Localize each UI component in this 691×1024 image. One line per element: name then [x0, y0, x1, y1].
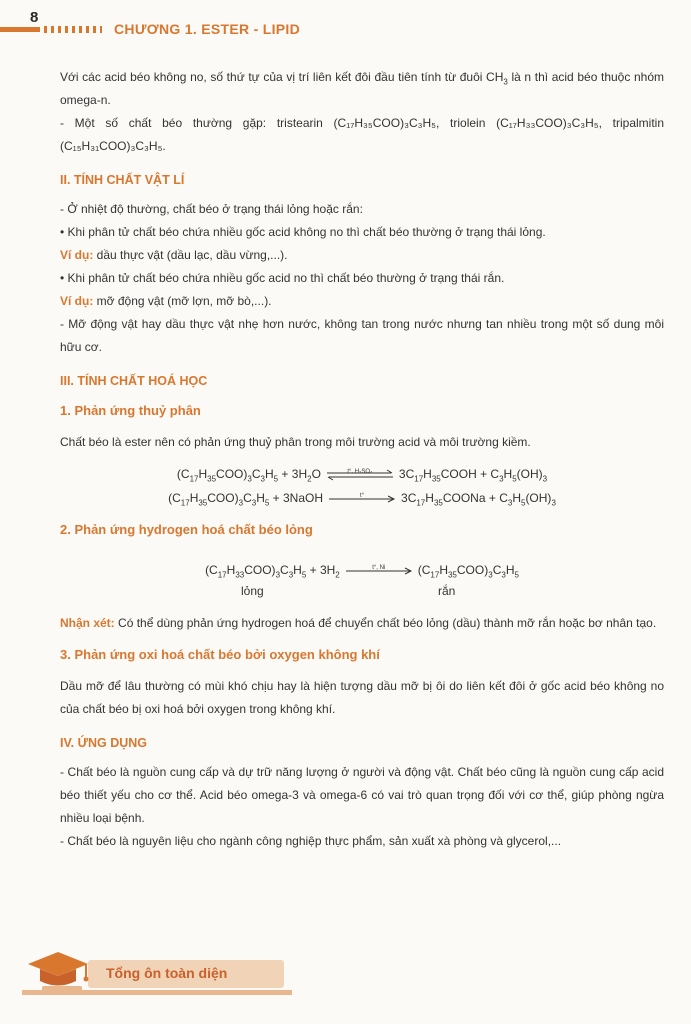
hydrogenation-title: 2. Phản ứng hydrogen hoá chất béo lỏng [60, 522, 313, 537]
state-labels [60, 582, 664, 604]
state-liquid: lỏng [241, 584, 264, 598]
page-number: 8 [30, 9, 39, 26]
page-header [0, 9, 691, 52]
physical-line-1: - Ở nhiệt độ thường, chất béo ở trạng thái lỏng hoặc rắn: [60, 202, 363, 216]
common-fats-paragraph: - Một số chất béo thường gặp: tristearin (C₁₇H₃₅COO)₃C₃H₅, triolein (C₁₇H₃₃COO)₃C₃H₅, tripalmitin (C₁₅H₃₁COO)₃C₃H₅. [60, 116, 664, 153]
state-solid: rắn [438, 584, 456, 598]
content [60, 66, 664, 853]
applications-line-1: - Chất béo là nguồn cung cấp và dự trữ năng lượng ở người và động vật. Chất béo cũng là nguồn cung cấp acid béo thiết yếu cho cơ thể. Acid béo omega-3 và omega-6 có vai trò quan trọng đối với cơ thể, giúp phòng ngừa nhiều loại bệnh. [60, 765, 664, 825]
applications-line-2: - Chất béo là nguyên liệu cho ngành công nghiệp thực phẩm, sản xuất xà phòng và glycerol,... [60, 834, 562, 848]
equation-hydrogenation: $(C_{17}H_{33}COO)_3C_3H_5 + 3H_2$ t°, Ni $(C_{17}H_{35}COO)_3C_3H_5$ [205, 563, 519, 580]
section-chemical-title: III. TÍNH CHẤT HOÁ HỌC [60, 374, 208, 388]
hydrolysis-text: Chất béo là ester nên có phản ứng thuỷ phân trong môi trường acid và môi trường kiềm. [60, 435, 531, 449]
chapter-title: CHƯƠNG 1. ESTER - LIPID [114, 21, 301, 37]
example-1: Ví dụ: dầu thực vật (dầu lạc, dầu vừng,...). [60, 248, 288, 262]
footer [22, 948, 282, 1008]
oxidation-text: Dầu mỡ để lâu thường có mùi khó chịu hay là hiện tượng dầu mỡ bị ôi do liên kết đôi ở gốc acid béo không no của chất béo bị oxi hoá bởi oxygen trong không khí. [60, 679, 664, 716]
physical-line-2: • Khi phân tử chất béo chứa nhiều gốc acid không no thì chất béo thường ở trạng thái lỏng. [60, 225, 546, 239]
equation-acid-hydrolysis: $(C_{17}H_{35}COO)_3C_3H_5 + 3H_2O$ t°, H₂SO₄ $3C_{17}H_{35}COOH + C_3H_5(OH)_3$ [176, 467, 548, 484]
physical-line-3: • Khi phân tử chất béo chứa nhiều gốc acid no thì chất béo thường ở trạng thái rắn. [60, 271, 505, 285]
footer-brand: Tổng ôn toàn diện [106, 965, 228, 981]
section-applications-title: IV. ỨNG DỤNG [60, 736, 148, 750]
physical-line-4: - Mỡ động vật hay dầu thực vật nhẹ hơn nước, không tan trong nước nhưng tan nhiều trong một số dung môi hữu cơ. [60, 317, 664, 354]
reversible-arrow: t°, H₂SO₄ [325, 468, 395, 482]
forward-arrow: t°, Ni [344, 564, 414, 578]
graduation-cap-icon [22, 948, 94, 996]
forward-arrow: t° [327, 492, 397, 506]
section-physical-title: II. TÍNH CHẤT VẬT LÍ [60, 173, 185, 187]
header-bar [0, 27, 40, 32]
remark: Nhận xét: Có thể dùng phản ứng hydrogen hoá để chuyển chất béo lỏng (dầu) thành mỡ rắn hoặc bơ nhân tạo. [60, 616, 657, 630]
equation-base-hydrolysis: $(C_{17}H_{35}COO)_3C_3H_5$ + 3NaOH t° $3C_{17}H_{35}COONa + C_3H_5(OH)_3$ [168, 491, 556, 508]
hydrolysis-title: 1. Phản ứng thuỷ phân [60, 403, 201, 418]
intro-paragraph: Với các acid béo không no, số thứ tự của vị trí liên kết đôi đầu tiên tính từ đuôi $CH_3$ là n thì acid béo thuộc nhóm omega-n. [60, 70, 664, 107]
example-2: Ví dụ: mỡ động vật (mỡ lợn, mỡ bò,...). [60, 294, 272, 308]
oxidation-title: 3. Phản ứng oxi hoá chất béo bởi oxygen không khí [60, 647, 380, 662]
header-ticks [44, 26, 102, 33]
